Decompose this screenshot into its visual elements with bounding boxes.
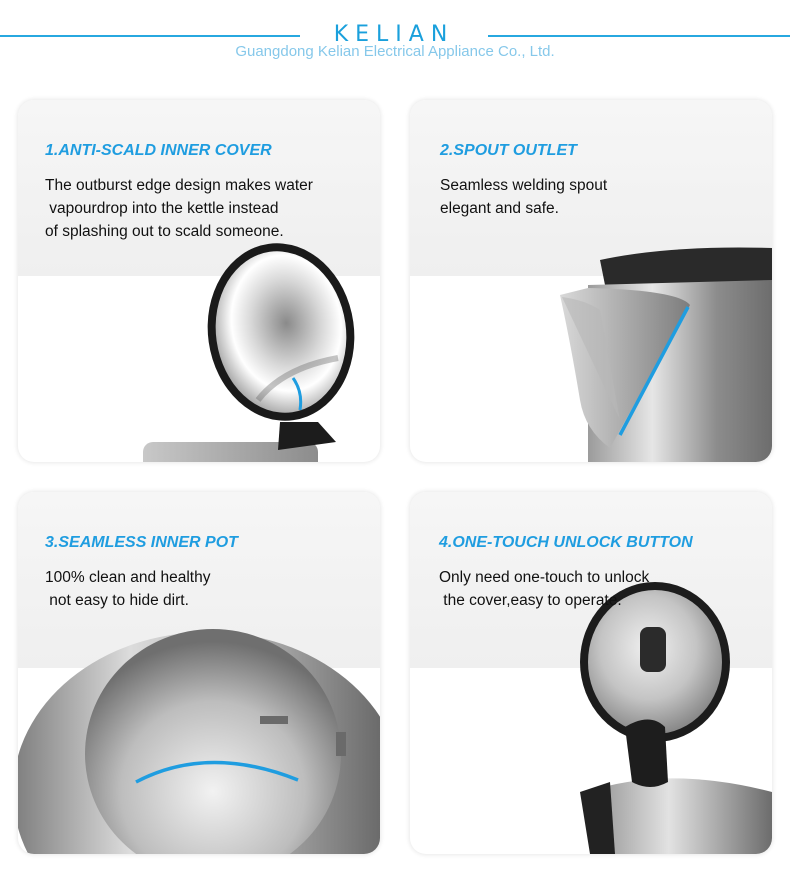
feature-description: The outburst edge design makes water vapourdrop into the kettle instead of splashing out to scald someone. <box>45 177 313 240</box>
header-rule-right <box>488 35 790 37</box>
header-rule-left <box>0 35 300 37</box>
brand-name: KELIAN <box>333 22 455 47</box>
feature-title: 1.ANTI-SCALD INNER COVER <box>45 142 272 159</box>
page-header <box>0 0 790 80</box>
feature-title: 3.SEAMLESS INNER POT <box>45 534 238 551</box>
feature-description: Seamless welding spout elegant and safe. <box>440 177 608 217</box>
feature-title: 4.ONE-TOUCH UNLOCK BUTTON <box>439 534 693 551</box>
feature-card-anti-scald <box>18 100 380 462</box>
feature-description: Only need one-touch to unlock the cover,easy to operate. <box>439 569 650 609</box>
feature-title: 2.SPOUT OUTLET <box>440 142 577 159</box>
feature-card-unlock-button <box>410 492 772 854</box>
company-name: Guangdong Kelian Electrical Appliance Co., Ltd. <box>235 43 555 60</box>
feature-card-spout <box>410 100 772 462</box>
feature-card-inner-pot <box>18 492 380 854</box>
feature-description: 100% clean and healthy not easy to hide dirt. <box>45 569 211 609</box>
